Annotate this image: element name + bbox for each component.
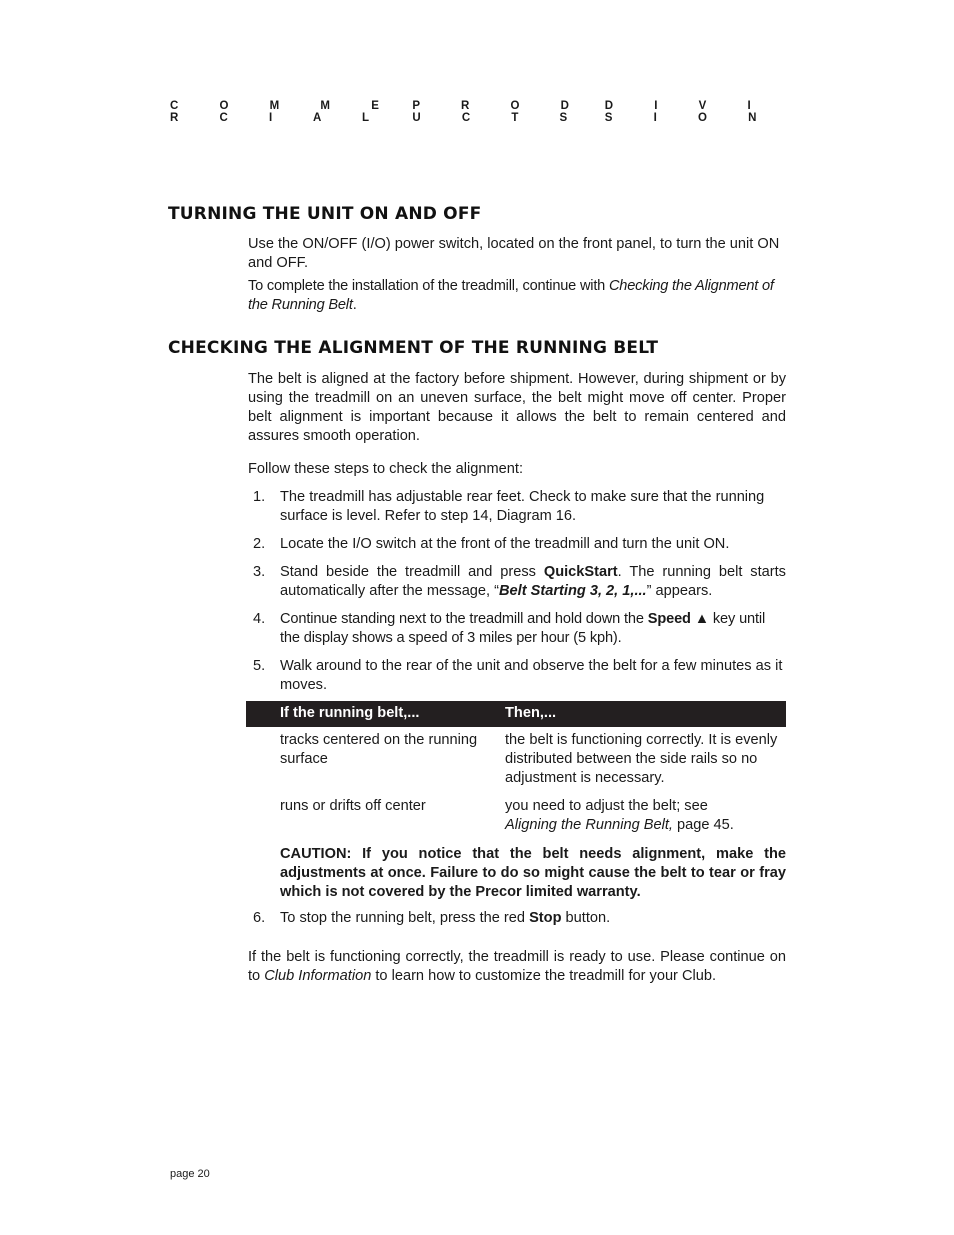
stop-key-label: Stop	[529, 910, 562, 926]
speed-key-label: Speed	[647, 611, 691, 627]
step-text-part: ▲ key until the display shows a speed of 3 miles per hour (5 kph).	[280, 611, 766, 646]
table-cell-action: the belt is functioning correctly. It is evenly distributed between the side rails so no adjustment is necessary.	[505, 732, 778, 786]
section-title-alignment: CHECKING THE ALIGNMENT OF THE RUNNING BELT	[168, 338, 659, 358]
step-text: Walk around to the rear of the unit and observe the belt for a few minutes as it moves.	[280, 658, 783, 693]
step-number: 5.	[253, 658, 266, 674]
step-text-part: . The running belt starts automatically after the message, “	[280, 564, 786, 599]
step-text-part: ” appears.	[646, 583, 713, 599]
step-number: 2.	[253, 536, 266, 552]
caution-note: CAUTION: If you notice that the belt needs alignment, make the adjustments at once. Failure to do so might cause the belt to tear or fray which is not covered by the Precor limited warranty.	[280, 846, 786, 900]
table-col-condition: If the running belt,...	[280, 705, 420, 721]
table-cell-action	[505, 797, 786, 835]
step-text-part: Continue standing next to the treadmill and hold down the	[280, 611, 648, 627]
step-text: Locate the I/O switch at the front of the treadmill and turn the unit ON.	[280, 536, 730, 552]
table-cell-reference	[505, 816, 786, 835]
install-paragraph	[248, 277, 786, 315]
table-cell-text: you need to adjust the belt; see	[505, 798, 708, 814]
step-text: The treadmill has adjustable rear feet. Check to make sure that the running surface is level. Refer to step 14, Diagram 16.	[280, 489, 765, 524]
step-text-part: Stand beside the treadmill and press	[280, 564, 544, 580]
closing-paragraph	[248, 948, 786, 986]
page-number: page 20	[170, 1168, 210, 1180]
alignment-intro: The belt is aligned at the factory before shipment. However, during shipment or by using the treadmill on an uneven surface, the belt might move off center. Proper belt alignment is important because it allows the belt to remain centered and assures smooth operation.	[248, 371, 786, 444]
step-number: 6.	[253, 910, 266, 926]
running-header	[170, 100, 790, 124]
closing-text-suffix: to learn how to customize the treadmill for your Club.	[371, 968, 717, 984]
install-link-text: Checking the Alignment of the Running Belt	[248, 278, 774, 313]
header-word-3: D I V I S I O N	[604, 100, 776, 124]
step-number: 4.	[253, 611, 266, 627]
club-information-reference: Club Information	[264, 968, 372, 984]
table-cell-condition: tracks centered on the running surface	[280, 732, 478, 767]
steps-intro: Follow these steps to check the alignment:	[248, 461, 523, 477]
step-text-part: To stop the running belt, press the red	[280, 910, 530, 926]
header-word-1: C O M M E R C I A L	[170, 100, 398, 124]
quickstart-key-label: QuickStart	[543, 564, 618, 580]
step-text	[280, 563, 786, 601]
step-text	[280, 610, 786, 648]
section-title-power: TURNING THE UNIT ON AND OFF	[168, 204, 482, 224]
display-message: Belt Starting 3, 2, 1,...	[499, 583, 647, 599]
step-number: 1.	[253, 489, 266, 505]
closing-text: If the belt is functioning correctly, the treadmill is ready to use. Please continue on to	[248, 949, 786, 984]
step-text	[280, 909, 786, 928]
power-paragraph: Use the ON/OFF (I/O) power switch, located on the front panel, to turn the unit ON and OFF.	[248, 236, 780, 271]
install-suffix: .	[352, 297, 357, 313]
reference-title: Aligning the Running Belt,	[505, 817, 673, 833]
table-cell-condition: runs or drifts off center	[280, 798, 426, 814]
reference-page: page 45.	[672, 817, 734, 833]
install-text: To complete the installation of the treadmill, continue with	[248, 278, 609, 294]
step-number: 3.	[253, 564, 266, 580]
belt-table-header	[246, 701, 786, 727]
step-text-part: button.	[561, 910, 611, 926]
table-col-action: Then,...	[505, 705, 557, 721]
header-word-2: P R O D U C T S	[412, 100, 588, 124]
